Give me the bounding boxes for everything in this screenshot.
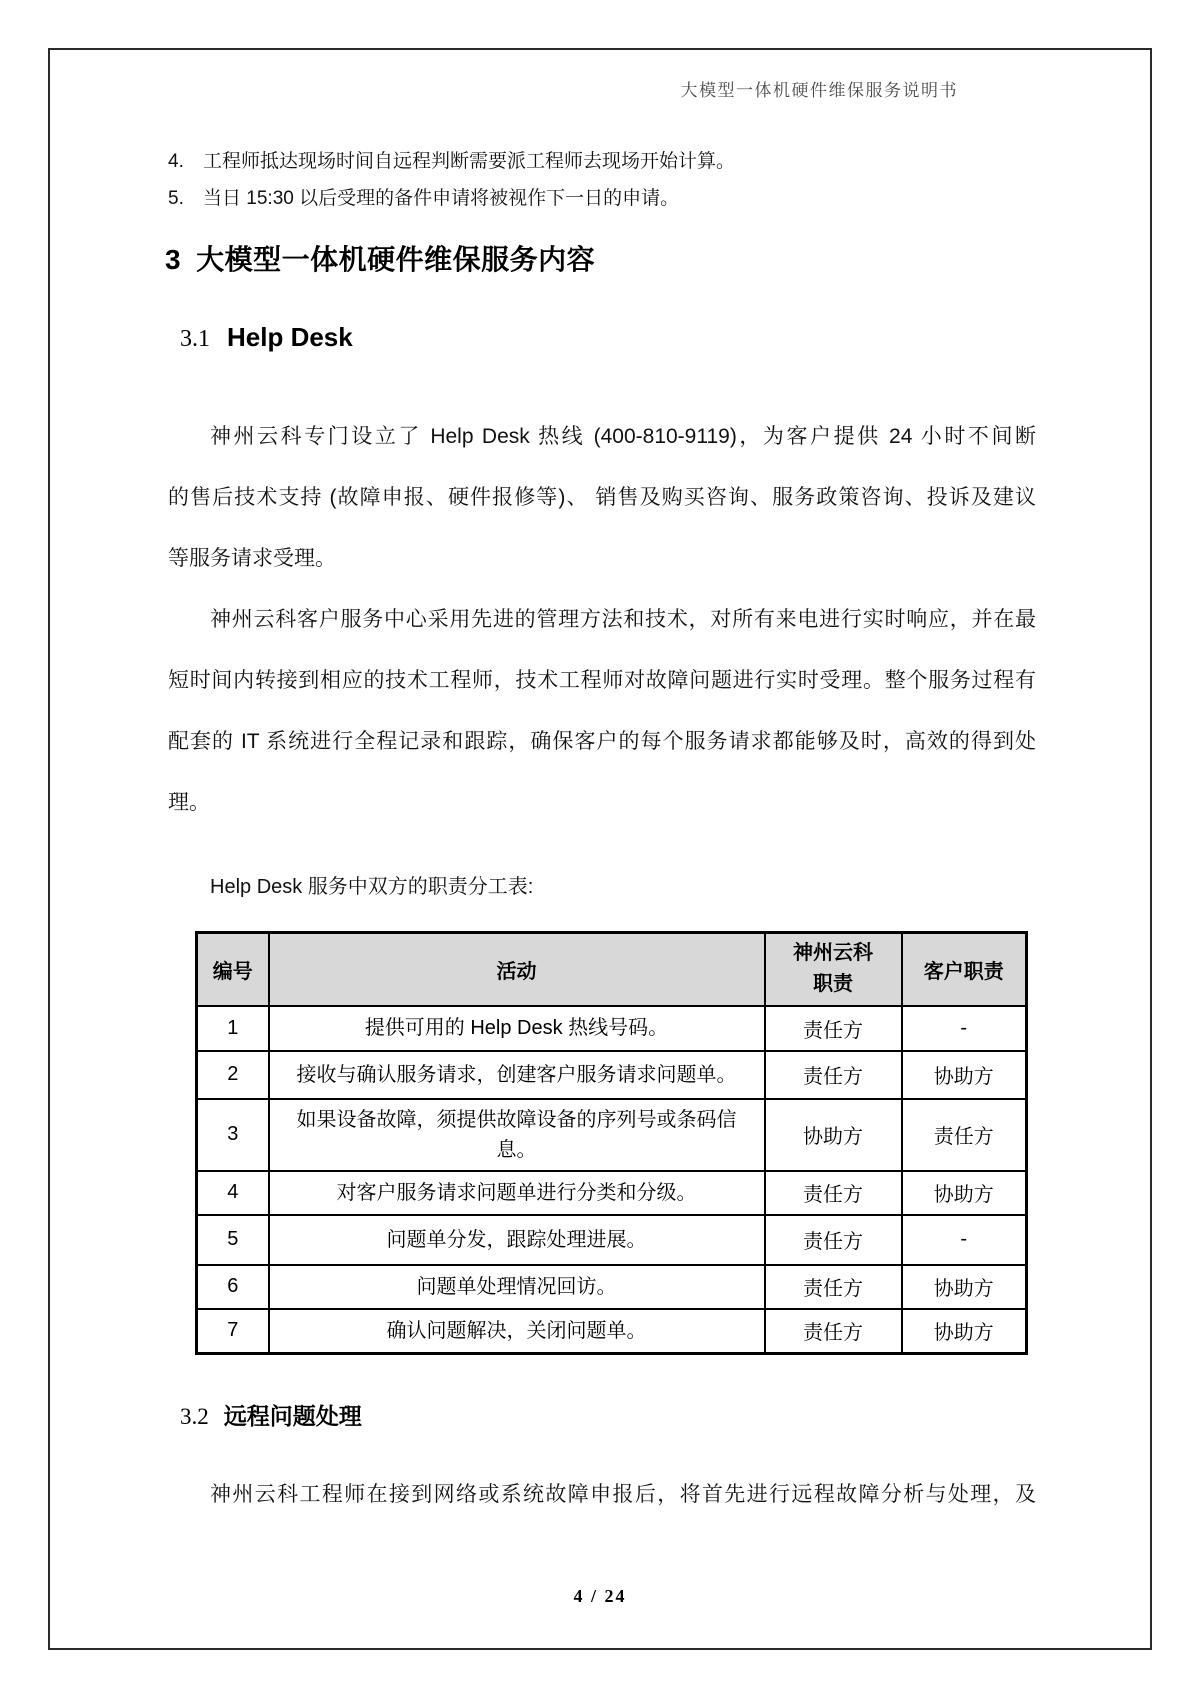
paragraph-line: 理。 xyxy=(168,791,210,814)
cell-no: 2 xyxy=(197,1051,269,1099)
header-cell-activity: 活动 xyxy=(269,933,765,1006)
cell-customer-role: - xyxy=(902,1215,1027,1265)
paragraph-line: 配套的 IT 系统进行全程记录和跟踪，确保客户的每个服务请求都能够及时，高效的得到处 xyxy=(168,730,1036,753)
subsection-number: 3.2 xyxy=(180,1404,209,1429)
cell-activity: 接收与确认服务请求，创建客户服务请求问题单。 xyxy=(269,1051,765,1099)
table-header-row xyxy=(197,933,1027,1006)
paragraph-line: 的售后技术支持 (故障申报、硬件报修等)、 销售及购买咨询、服务政策咨询、投诉及建议 xyxy=(168,486,1036,509)
paragraph-line: 神州云科专门设立了 Help Desk 热线 (400-810-9119)，为客户提供 24 小时不间断 xyxy=(210,425,1036,448)
table-row xyxy=(197,1051,1027,1099)
cell-customer-role: - xyxy=(902,1006,1027,1051)
cell-customer-role: 协助方 xyxy=(902,1171,1027,1215)
paragraph-line: 等服务请求受理。 xyxy=(168,547,336,570)
cell-activity: 问题单分发，跟踪处理进展。 xyxy=(269,1215,765,1265)
cell-activity: 提供可用的 Help Desk 热线号码。 xyxy=(269,1006,765,1051)
paragraph-line: 神州云科客户服务中心采用先进的管理方法和技术，对所有来电进行实时响应，并在最 xyxy=(210,608,1036,631)
table-row xyxy=(197,1265,1027,1309)
cell-vendor-role: 责任方 xyxy=(765,1309,902,1354)
cell-activity: 如果设备故障，须提供故障设备的序列号或条码信 息。 xyxy=(269,1099,765,1171)
section-title: 大模型一体机硬件维保服务内容 xyxy=(196,244,596,275)
cell-vendor-role: 责任方 xyxy=(765,1006,902,1051)
cell-customer-role: 协助方 xyxy=(902,1309,1027,1354)
cell-customer-role: 责任方 xyxy=(902,1099,1027,1171)
subsection-title: 远程问题处理 xyxy=(223,1403,362,1429)
cell-vendor-role: 责任方 xyxy=(765,1171,902,1215)
responsibility-table xyxy=(195,931,1028,1355)
header-vendor-line1: 神州云科 xyxy=(793,942,873,965)
list-item-5 xyxy=(168,183,1036,210)
cell-activity: 问题单处理情况回访。 xyxy=(269,1265,765,1309)
table-row xyxy=(197,1171,1027,1215)
footer-page-number: 4 / 24 xyxy=(573,1586,627,1606)
table-row xyxy=(197,1215,1027,1265)
subsection-heading-3-1 xyxy=(180,322,353,353)
section-heading-3 xyxy=(165,238,595,278)
running-header: 大模型一体机硬件维保服务说明书 xyxy=(680,81,958,100)
paragraph-line: 短时间内转接到相应的技术工程师，技术工程师对故障问题进行实时受理。整个服务过程有 xyxy=(168,669,1036,692)
list-item-4 xyxy=(168,146,1036,173)
cell-no: 6 xyxy=(197,1265,269,1309)
cell-vendor-role: 责任方 xyxy=(765,1215,902,1265)
cell-customer-role: 协助方 xyxy=(902,1051,1027,1099)
subsection-title: Help Desk xyxy=(227,322,353,352)
cell-vendor-role: 协助方 xyxy=(765,1099,902,1171)
list-item-number: 5. xyxy=(168,188,184,209)
header-cell-vendor xyxy=(765,933,902,1006)
table-row xyxy=(197,1006,1027,1051)
cell-no: 3 xyxy=(197,1099,269,1171)
cell-no: 4 xyxy=(197,1171,269,1215)
cell-no: 1 xyxy=(197,1006,269,1051)
cell-customer-role: 协助方 xyxy=(902,1265,1027,1309)
paragraph-line: 神州云科工程师在接到网络或系统故障申报后，将首先进行远程故障分析与处理，及 xyxy=(210,1483,1036,1506)
subsection-heading-3-2 xyxy=(180,1398,362,1431)
section-number: 3 xyxy=(165,244,182,275)
cell-activity: 确认问题解决，关闭问题单。 xyxy=(269,1309,765,1354)
table-caption: Help Desk 服务中双方的职责分工表: xyxy=(210,876,534,898)
list-item-text: 当日 15:30 以后受理的备件申请将被视作下一日的申请。 xyxy=(203,188,680,209)
list-item-text: 工程师抵达现场时间自远程判断需要派工程师去现场开始计算。 xyxy=(203,151,736,172)
subsection-number: 3.1 xyxy=(180,326,210,352)
header-cell-no: 编号 xyxy=(197,933,269,1006)
table-row xyxy=(197,1099,1027,1171)
header-cell-customer: 客户职责 xyxy=(902,933,1027,1006)
table-row xyxy=(197,1309,1027,1354)
header-vendor-line2: 职责 xyxy=(813,973,853,996)
cell-vendor-role: 责任方 xyxy=(765,1051,902,1099)
list-item-number: 4. xyxy=(168,151,184,172)
cell-no: 5 xyxy=(197,1215,269,1265)
cell-no: 7 xyxy=(197,1309,269,1354)
cell-vendor-role: 责任方 xyxy=(765,1265,902,1309)
cell-activity: 对客户服务请求问题单进行分类和分级。 xyxy=(269,1171,765,1215)
